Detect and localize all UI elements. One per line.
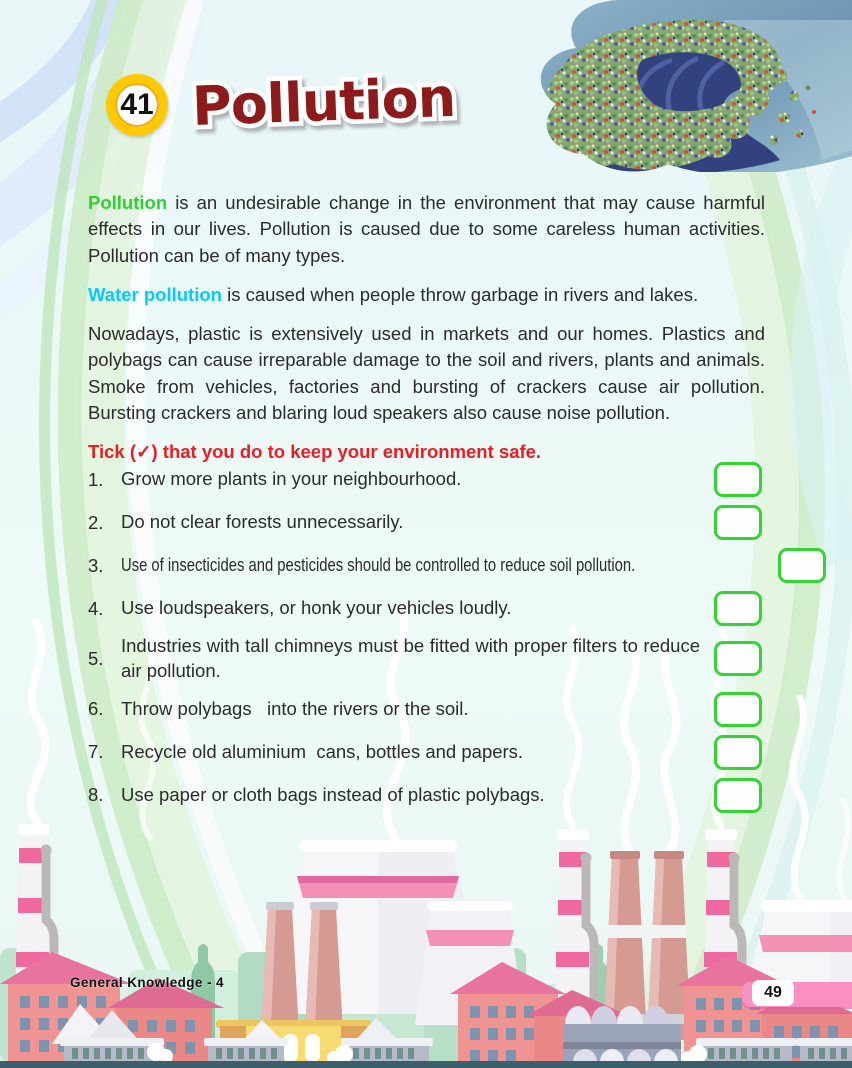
tick-checkbox-8[interactable] [714,778,762,813]
item-text: Do not clear forests unnecessarily. [121,511,404,533]
environment-checklist [88,462,762,821]
garbage-wave-illustration [522,0,852,172]
item-text: Throw polybags into the rivers or the soil. [121,697,469,719]
checklist-item-8 [88,778,762,813]
page-number-banner [742,982,852,1007]
keyword-water-pollution: Water pollution [88,283,222,305]
page-title [186,52,486,148]
checklist-item-1 [88,462,762,497]
tick-instruction: Tick (✓) that you do to keep your environment safe. [88,441,542,463]
item-text: Use of insecticides and pesticides should be controlled to reduce soil pollution. [121,554,636,576]
keyword-pollution: Pollution [88,192,168,213]
tick-checkbox-4[interactable] [714,591,762,626]
lesson-number: 41 [120,88,154,121]
tick-checkbox-5[interactable] [714,641,762,676]
item-number: 3. [88,554,104,576]
checklist-item-6 [88,692,762,727]
page-title-text: Pollution [191,65,457,139]
item-text: Recycle old aluminium cans, bottles and papers. [121,740,524,762]
page-number: 49 [752,980,794,1006]
book-title-footer: General Knowledge - 4 [70,975,224,990]
item-number: 7. [88,741,104,763]
item-text: Use loudspeakers, or honk your vehicles loudly. [121,597,512,619]
item-text: Use paper or cloth bags instead of plastic polybags. [121,783,545,805]
tick-checkbox-6[interactable] [714,692,762,727]
item-number: 6. [88,698,104,720]
tick-checkbox-7[interactable] [714,735,762,770]
checklist-item-2 [88,505,762,540]
lesson-number-badge [106,74,168,136]
item-number: 4. [88,597,104,619]
intro-section [88,190,765,479]
item-number: 2. [88,511,104,533]
checklist-item-3 [88,548,762,583]
item-number: 8. [88,784,104,806]
bottom-edge-strip [0,1061,852,1068]
tick-checkbox-3[interactable] [778,548,826,583]
item-text: Industries with tall chimneys must be fitted with proper filters to reduce air pollution. [121,635,706,681]
checklist-item-4 [88,591,762,626]
tick-checkbox-2[interactable] [714,505,762,540]
checklist-item-5 [88,634,762,684]
paragraph-water-pollution-text: is caused when people throw garbage in rivers and lakes. [221,283,699,305]
paragraph-plastic: Nowadays, plastic is extensively used in markets and our homes. Plastics and polybags can cause irreparable damage to the soil and rivers, plants and animals. Smoke from vehicles, factories and bursting of crackers cause air pollution. Bursting crackers and blaring loud speakers also cause noise pollution. [88,323,765,423]
paragraph-water-pollution [88,282,765,308]
checklist-item-7 [88,735,762,770]
item-number: 1. [88,468,104,490]
item-text: Grow more plants in your neighbourhood. [121,468,462,490]
tick-checkbox-1[interactable] [714,462,762,497]
paragraph-pollution-text: is an undesirable change in the environment that may cause harmful effects in our lives. Pollution is caused due to some careless human activities. Pollution can be of many types. [88,192,765,266]
paragraph-pollution [88,190,765,269]
item-number: 5. [88,647,104,669]
